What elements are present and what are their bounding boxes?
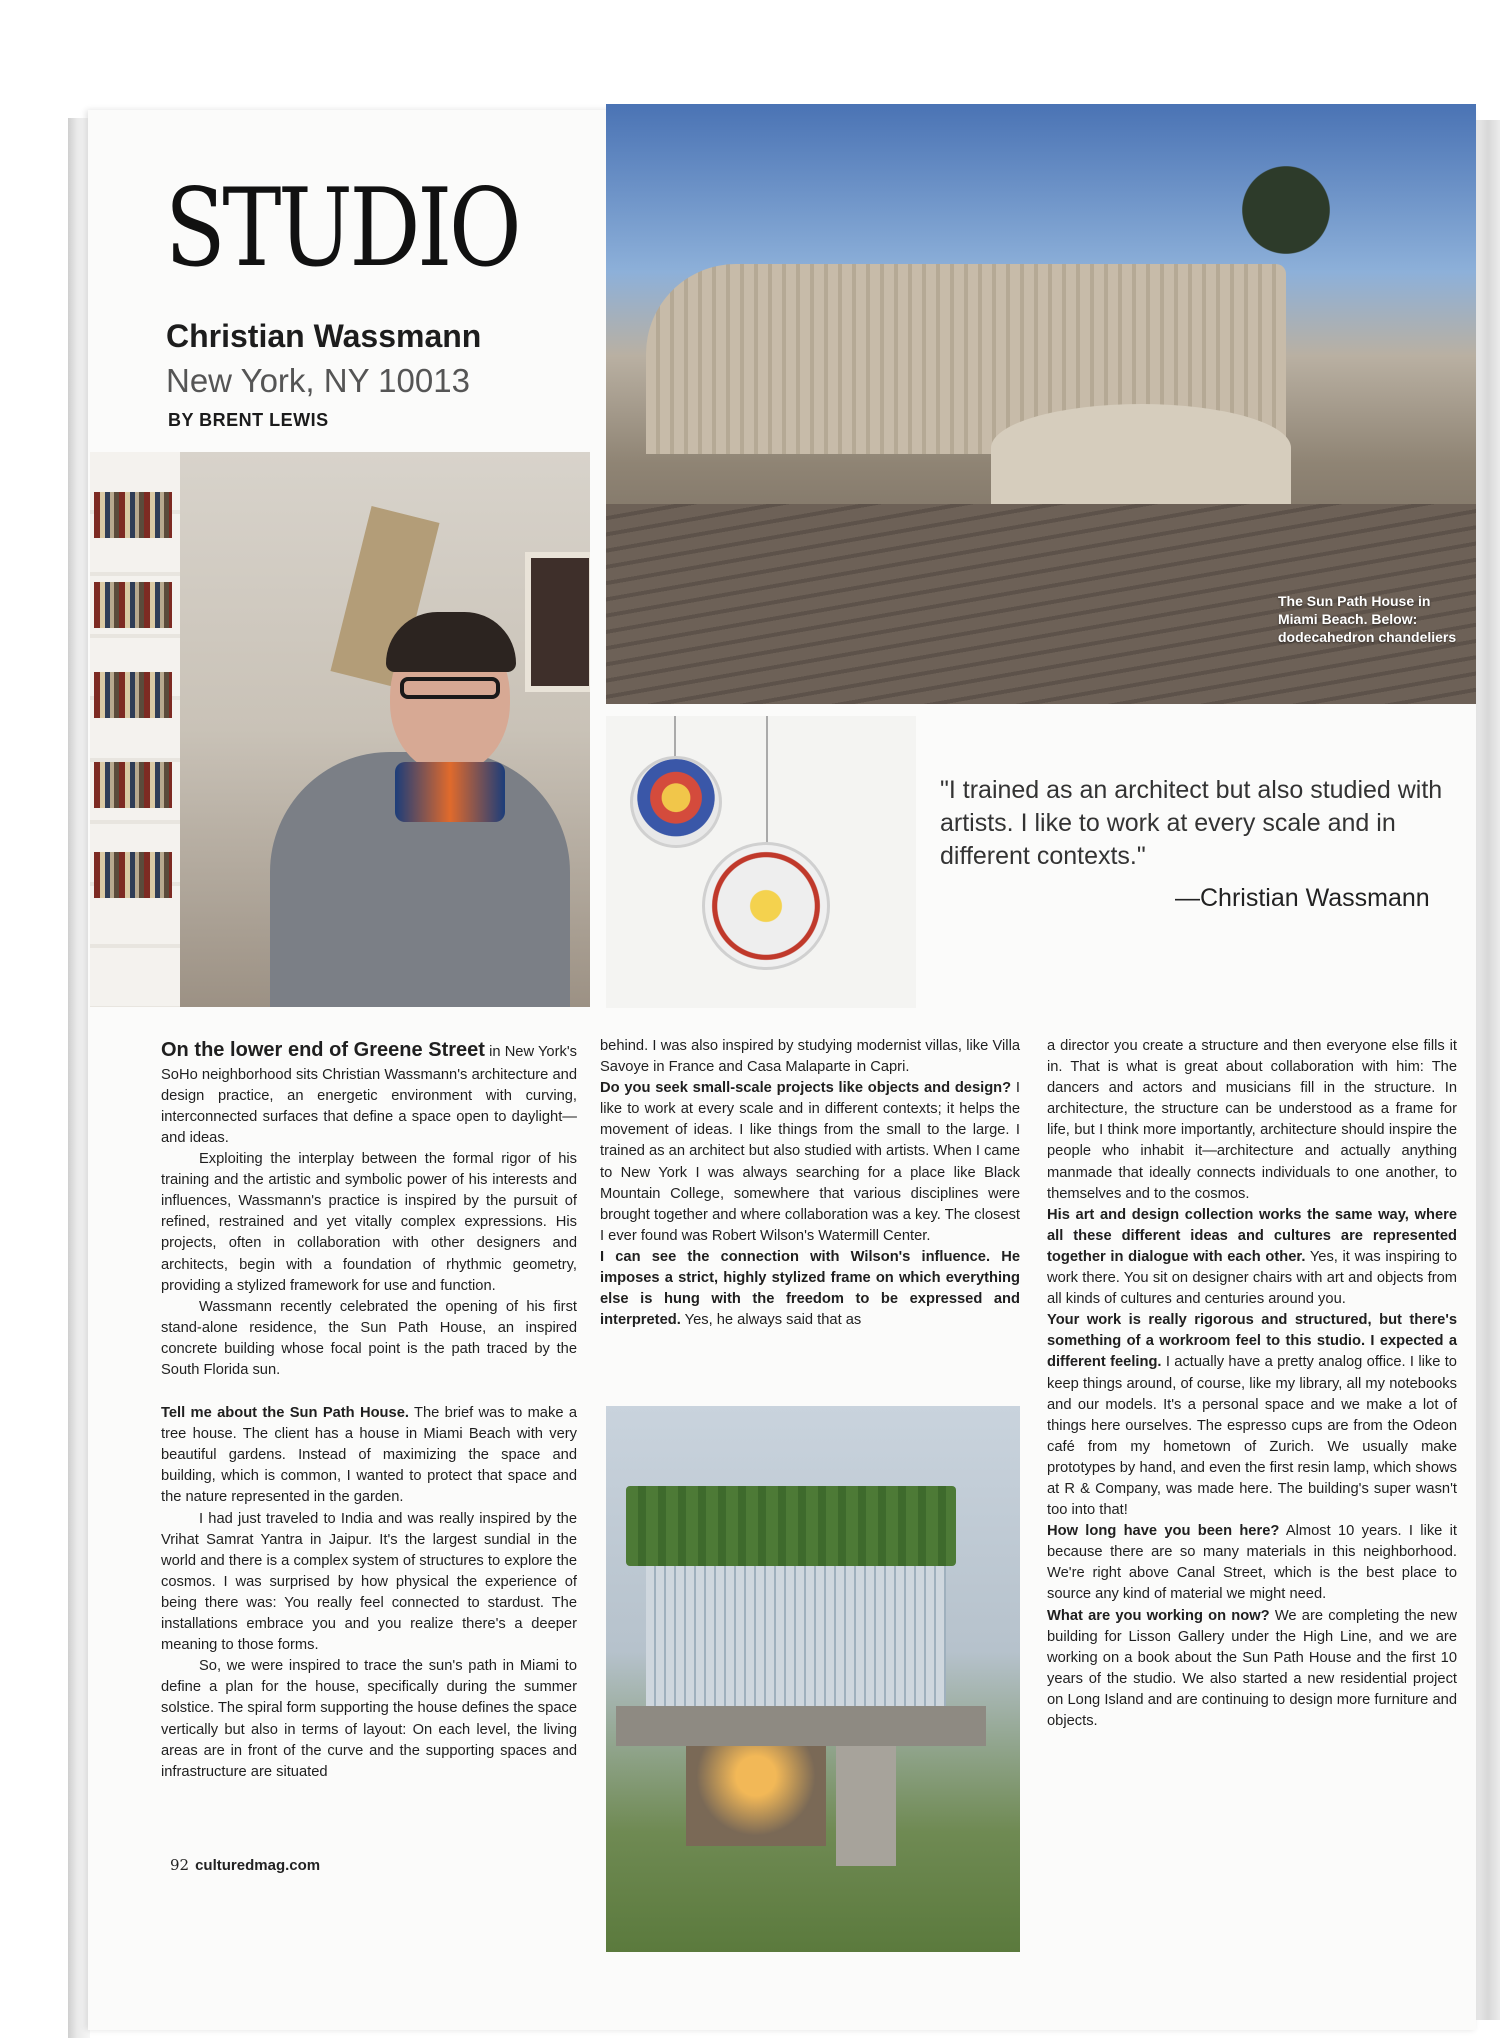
hanging-wire [674,716,676,758]
interview-question: What are you working on now? [1047,1607,1270,1624]
paragraph: behind. I was also inspired by studying modernist villas, like Villa Savoye in France and Casa Malaparte in Capri. [600,1038,1020,1076]
sun-path-house-photo [606,104,1476,704]
glass-facade [646,1566,946,1716]
designer-name: Christian Wassmann [166,318,482,354]
interview-question: I can see the connection with Wilson's influence. He imposes a strict, highly stylized frame on which everything else is hung with the freedom to be expressed and interpreted. [600,1248,1020,1329]
sun-path-house-exterior-photo [606,1406,1020,1952]
interview-answer: Almost 10 years. I like it because there are so many materials in this neighborhood. We're right above Canal Street, which is the best place to source any kind of material we might need. [1047,1523,1457,1603]
studio-location: New York, NY 10013 [166,362,470,399]
interview-answer: I actually have a pretty analog office. I like to keep things around, of course, like my library, all my notebooks and our models. It's a personal space and we make a lot of things here ourselves. The espresso cups are from the Odeon café from my hometown of Zurich. We usually make prototypes by hand, and even the first resin lamp, which shows at R & Company, was made here. The building's super wasn't too into that! [1047,1354,1457,1519]
chandelier-photo [606,716,916,1008]
hanging-wire [766,716,768,844]
scarf [395,762,505,822]
page-number: 92 [170,1856,190,1874]
book-row [94,852,172,898]
dodecahedron-chandelier [630,756,722,848]
book-row [94,762,172,808]
glasses [400,677,500,699]
rooftop-tub [991,404,1291,514]
article-column-2 [600,1036,1020,1331]
spiral-support [836,1746,896,1866]
paragraph: Exploiting the interplay between the formal rigor of his training and the artistic and symbolic power of his interests and influences, Wassmann's practice is inspired by the pursuit of refined, restrained and yet vitally complex expressions. His projects, often in collaboration with other designers and architects, begin with a foundation of rhythmic geometry, providing a stylized framework for use and function. [161,1151,577,1294]
paragraph: Wassmann recently celebrated the opening of his first stand-alone residence, the Sun Path House, an inspired concrete building whose focal point is the path traced by the South Florida sun. [161,1298,577,1378]
lead-in: On the lower end of Greene Street [161,1039,485,1061]
palm-tree [1216,144,1356,254]
interview-question: How long have you been here? [1047,1523,1280,1540]
paragraph: So, we were inspired to trace the sun's path in Miami to define a plan for the house, specifically during the summer solstice. The spiral form supporting the house defines the space vertically but also in terms of layout: On each level, the living areas are in front of the curve and the supporting spaces and infrastructure are situated [161,1658,577,1780]
interview-answer: The brief was to make a tree house. The client has a house in Miami Beach with very beautiful gardens. Instead of maximizing the space and building, which is common, I wanted to protect that space and the nature represented in the garden. [161,1405,577,1506]
paragraph: a director you create a structure and then everyone else fills it in. That is what is great about collaboration with him: The dancers and actors and musicians fill in the structure. In architecture, the structure can be understood as a frame for life, but I think more importantly, architecture should inspire the people who inhabit it—architecture and actually anything manmade that ideally connects individuals to one another, to themselves and to the cosmos. [1047,1038,1457,1202]
section-title: STUDIO [165,166,519,291]
portrait-photo [90,452,590,1007]
framed-artwork [525,552,590,692]
spacer [161,1381,577,1403]
pull-quote: "I trained as an architect but also studied with artists. I like to work at every scale and in different contexts." [940,776,1443,870]
dodecahedron-chandelier [702,842,830,970]
interview-question: His art and design collection works the same way, where all these different ideas and cultures are represented together in dialogue with each other. [1047,1206,1457,1265]
article-column-1 [161,1036,577,1783]
interview-answer: Yes, it was inspiring to work there. You sit on designer chairs with art and objects from all kinds of cultures and centuries around you. [1047,1248,1457,1308]
interview-question: Your work is really rigorous and structured, but there's something of a workroom feel to this studio. I expected a different feeling. [1047,1312,1457,1371]
concrete-slab [616,1706,986,1746]
interview-answer: Yes, he always said that as [684,1312,862,1329]
page-footer [170,1856,320,1874]
magazine-spine [68,118,90,2038]
website-link[interactable]: culturedmag.com [195,1857,321,1874]
rooftop-greenery [626,1486,956,1566]
byline: BY BRENT LEWIS [168,410,329,430]
paragraph: I had just traveled to India and was really inspired by the Vrihat Samrat Yantra in Jaipur. It's the largest sundial in the world and there is a complex system of structures to explore the cosmos. I was surprised by how physical the experience of being there was: You really feel connected to stardust. The installations embrace you and you realize there's a deeper meaning to those forms. [161,1510,577,1654]
interview-question: Tell me about the Sun Path House. [161,1405,409,1422]
interview-answer: We are completing the new building for Lisson Gallery under the High Line, and we are working on a book about the Sun Path House and the first 10 years of the studio. We also started a new residential project on Long Island and are continuing to design more furniture and objects. [1047,1607,1457,1729]
book-row [94,582,172,628]
book-row [94,492,172,538]
article-column-3 [1047,1036,1457,1732]
lit-patio [686,1746,826,1846]
interview-question: Do you seek small-scale projects like objects and design? [600,1080,1012,1097]
book-row [94,672,172,718]
paragraph: in New York's SoHo neighborhood sits Christian Wassmann's architecture and design practice, an energetic environment with curving, interconnected surfaces that define a space open to daylight—and ideas. [161,1044,577,1146]
photo-caption: The Sun Path House in Miami Beach. Below: dodecahedron chandeliers [1278,593,1457,646]
quote-attribution: —Christian Wassmann [1175,884,1430,912]
interview-answer: I like to work at every scale and in different contexts; it helps the movement of ideas. I like things from the small to the large. I trained as an architect but also studied with artists. When I came to New York I was always searching for a place like Black Mountain College, somewhere that various disciplines were brought together and where collaboration was a key. The closest I ever found was Robert Wilson's Watermill Center. [600,1080,1020,1244]
